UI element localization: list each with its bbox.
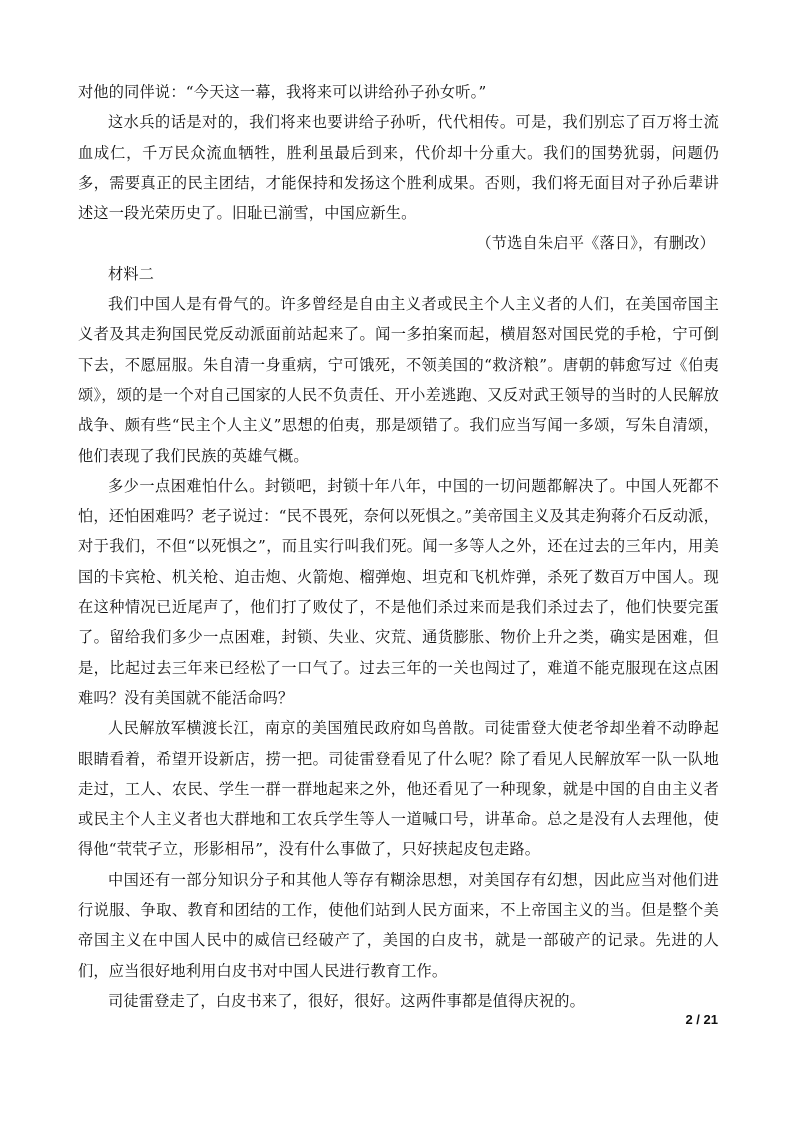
source-citation: （节选自朱启平《落日》，有删改） bbox=[476, 234, 715, 253]
document-page bbox=[78, 77, 719, 1016]
section-heading: 材料二 bbox=[108, 264, 155, 283]
material-two-paragraph-1: 我们中国人是有骨气的。许多曾经是自由主义者或民主个人主义者的人们，在美国帝国主义者及其走狗国民党反动派面前站起来了。闻一多拍案而起，横眉怒对国民党的手枪，宁可倒下去，不愿屈服。朱自清一身重病，宁可饿死，不领美国的“救济粮”。唐朝的韩愈写过《伯夷颂》，颂的是一个对自己国家的人民不负责任、开小差逃跑、又反对武王领导的当时的人民解放战争、颇有些“民主个人主义”思想的伯夷，那是颂错了。我们应当写闻一多颂，写朱自清颂，他们表现了我们民族的英雄气概。 bbox=[78, 295, 719, 465]
paragraph-continuation: 对他的同伴说：“今天这一幕，我将来可以讲给孙子孙女听。” bbox=[78, 83, 487, 101]
paragraph-sailor-comment: 这水兵的话是对的，我们将来也要讲给子孙听，代代相传。可是，我们别忘了百万将士流血成仁，千万民众流血牺牲，胜利虽最后到来，代价却十分重大。我们的国势犹弱，问题仍多，需要真正的民主团结，才能保持和发扬这个胜利成果。否则，我们将无面目对子孙后辈讲述这一段光荣历史了。旧耻已湔雪，中国应新生。 bbox=[78, 113, 719, 223]
material-two-paragraph-3: 人民解放军横渡长江，南京的美国殖民政府如鸟兽散。司徒雷登大使老爷却坐着不动睁起眼睛看着，希望开设新店，捞一把。司徒雷登看见了什么呢？除了看见人民解放军一队一队地走过，工人、农民、学生一群一群地起来之外，他还看见了一种现象，就是中国的自由主义者或民主个人主义者也大群地和工农兵学生等人一道喊口号，讲革命。总之是没有人去理他，使得他“茕茕孑立，形影相吊”，没有什么事做了，只好挟起皮包走路。 bbox=[78, 719, 719, 859]
material-two-paragraph-5: 司徒雷登走了，白皮书来了，很好，很好。这两件事都是值得庆祝的。 bbox=[108, 991, 586, 1010]
page-number: 2 / 21 bbox=[685, 1012, 718, 1027]
material-two-paragraph-4: 中国还有一部分知识分子和其他人等存有糊涂思想，对美国存有幻想，因此应当对他们进行说服、争取、教育和团结的工作，使他们站到人民方面来，不上帝国主义的当。但是整个美帝国主义在中国人民中的威信已经破产了，美国的白皮书，就是一部破产的记录。先进的人们，应当很好地利用白皮书对中国人民进行教育工作。 bbox=[78, 870, 719, 980]
material-two-paragraph-2: 多少一点困难怕什么。封锁吧，封锁十年八年，中国的一切问题都解决了。中国人死都不怕，还怕困难吗？老子说过：“民不畏死，奈何以死惧之。”美帝国主义及其走狗蒋介石反动派，对于我们，不但“以死惧之”，而且实行叫我们死。闻一多等人之外，还在过去的三年内，用美国的卡宾枪、机关枪、迫击炮、火箭炮、榴弹炮、坦克和飞机炸弹，杀死了数百万中国人。现在这种情况已近尾声了，他们打了败仗了，不是他们杀过来而是我们杀过去了，他们快要完蛋了。留给我们多少一点困难，封锁、失业、灾荒、通货膨胀、物价上升之类，确实是困难，但是，比起过去三年来已经松了一口气了。过去三年的一关也闯过了，难道不能克服现在这点困难吗？没有美国就不能活命吗？ bbox=[78, 476, 719, 707]
